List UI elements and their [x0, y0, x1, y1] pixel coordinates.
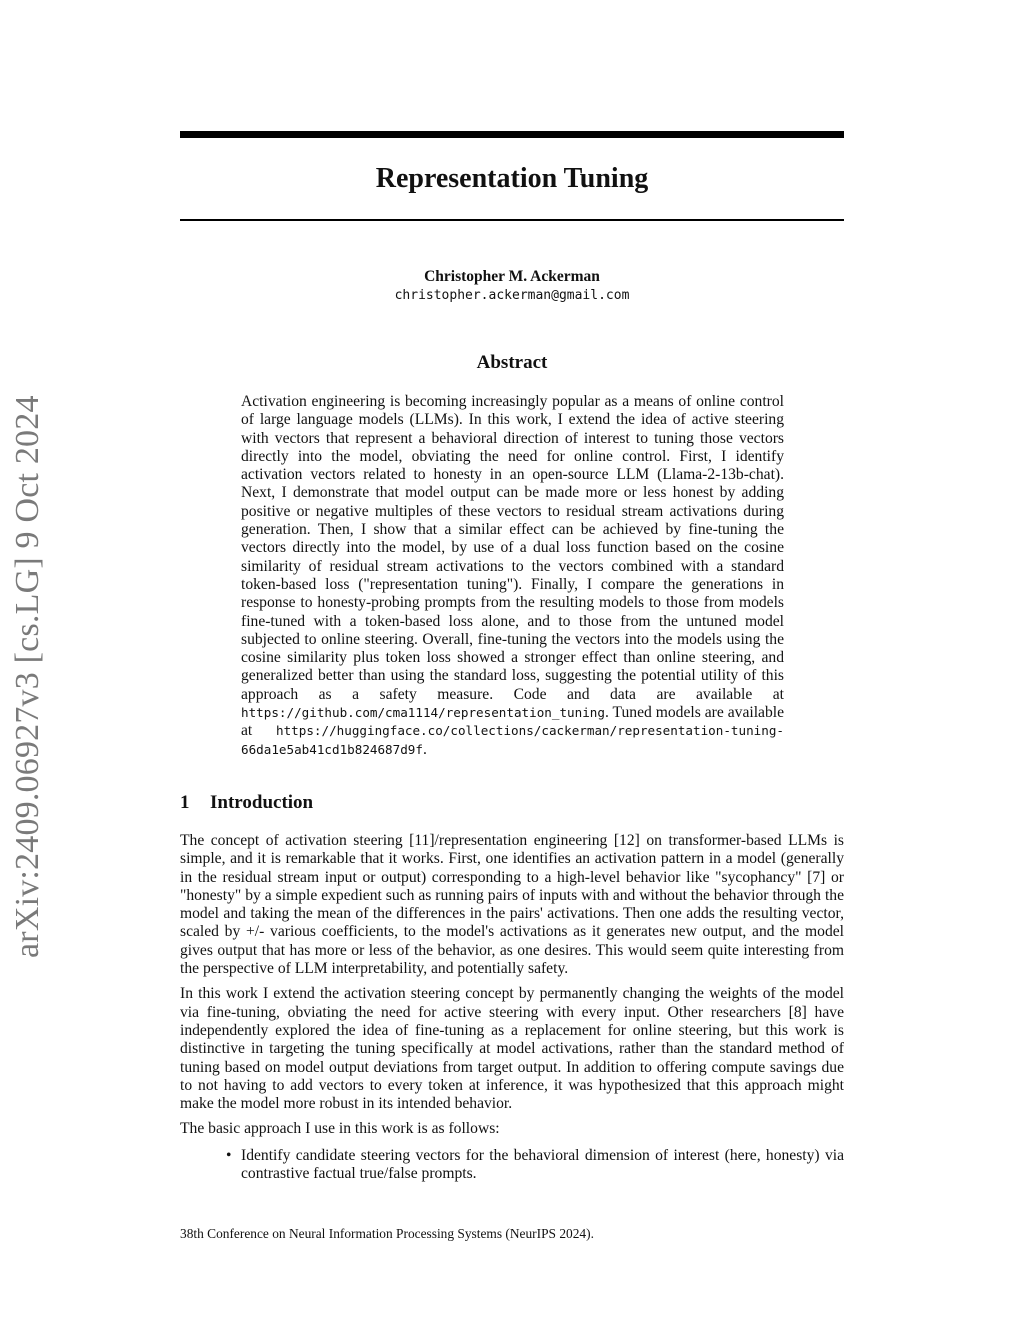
list-item-text: Identify candidate steering vectors for the behavioral dimension of interest (here, honesty) via contrastive factual true/false prompts.: [241, 1146, 844, 1183]
intro-paragraph-1: The concept of activation steering [11]/representation engineering [12] on transformer-based LLMs is simple, and it is remarkable that it works. First, one identifies an activation pattern in a model (generally in the residual stream input or output) corresponding to a high-level behavior like "sycophancy" [7] or "honesty" by a simple expedient such as running pairs of inputs with and without the behavior through the model and taking the mean of the differences in the pairs' activations. Then one adds the resulting vector, scaled by +/- various coefficients, to the model's activations as it generates new output, and the model gives output that has more or less of the behavior, as one desires. This would seem quite interesting from the perspective of LLM interpretability, and potentially safety.: [180, 832, 844, 978]
introduction-body: [180, 832, 844, 1183]
intro-paragraph-2: In this work I extend the activation steering concept by permanently changing the weights of the model via fine-tuning, obviating the need for active steering with every input. Other researchers [8] have independently explored the idea of fine-tuning as a replacement for online steering, but this work is distinctive in targeting the tuning specifically at model activations, rather than the standard method of tuning based on model output deviations from target output. In addition to offering compute savings due to not having to add vectors to every token at inference, it was hypothesized that this approach might make the model more robust in its intended behavior.: [180, 985, 844, 1113]
intro-paragraph-3: The basic approach I use in this work is as follows:: [180, 1120, 500, 1138]
abstract-body: [241, 393, 784, 759]
paper-title: Representation Tuning: [375, 163, 649, 194]
author-email[interactable]: christopher.ackerman@gmail.com: [394, 288, 630, 303]
abstract-text: Activation engineering is becoming increasingly popular as a means of online control of large language models (LLMs). In this work, I extend the idea of active steering with vectors that represent a behavioral direction of interest to tuning those vectors directly into the model, obviating the need for online control. First, I identify activation vectors related to honesty in an open-source LLM (Llama-2-13b-chat). Next, I demonstrate that model output can be made more or less honest by adding positive or negative multiples of these vectors to residual stream activations during generation. Then, I show that a similar effect can be achieved by fine-tuning the vectors directly into the model, by use of a dual loss function based on the cosine similarity of residual stream activations to the vectors combined with a standard token-based loss ("representation tuning"). Finally, I compare the generations in response to honesty-probing prompts from the resulting models to those from models fine-tuned with a token-based loss alone, and to those from the untuned model subjected to online steering. Overall, fine-tuning the vectors into the models using the cosine similarity plus token loss showed a stronger effect than online steering, and generalized better than using the standard loss, suggesting the potential utility of this approach as a safety measure. Code and data are available at: [241, 393, 784, 703]
title-bottom-rule: [180, 219, 844, 221]
title-top-rule: [180, 131, 844, 138]
conference-footnote: 38th Conference on Neural Information Processing Systems (NeurIPS 2024).: [180, 1226, 594, 1241]
approach-list: [180, 1147, 844, 1184]
abstract-models-text: . Tuned models are available at: [241, 704, 784, 740]
code-url-link[interactable]: https://github.com/cma1114/representation_tuning: [241, 705, 605, 721]
abstract-end: .: [422, 740, 427, 758]
abstract-heading: Abstract: [476, 352, 548, 373]
bullet-icon: •: [226, 1146, 232, 1164]
section-number: 1: [180, 792, 190, 813]
author-name: Christopher M. Ackerman: [424, 268, 600, 285]
arxiv-side-stamp: arXiv:2409.06927v3 [cs.LG] 9 Oct 2024: [9, 395, 46, 958]
list-item: [226, 1146, 844, 1184]
section-heading: [180, 791, 313, 815]
models-url-link[interactable]: https://huggingface.co/collections/cackerman/representation-tuning-66da1e5ab41cd1b824687d9f: [241, 723, 784, 757]
section-title: Introduction: [210, 792, 314, 813]
